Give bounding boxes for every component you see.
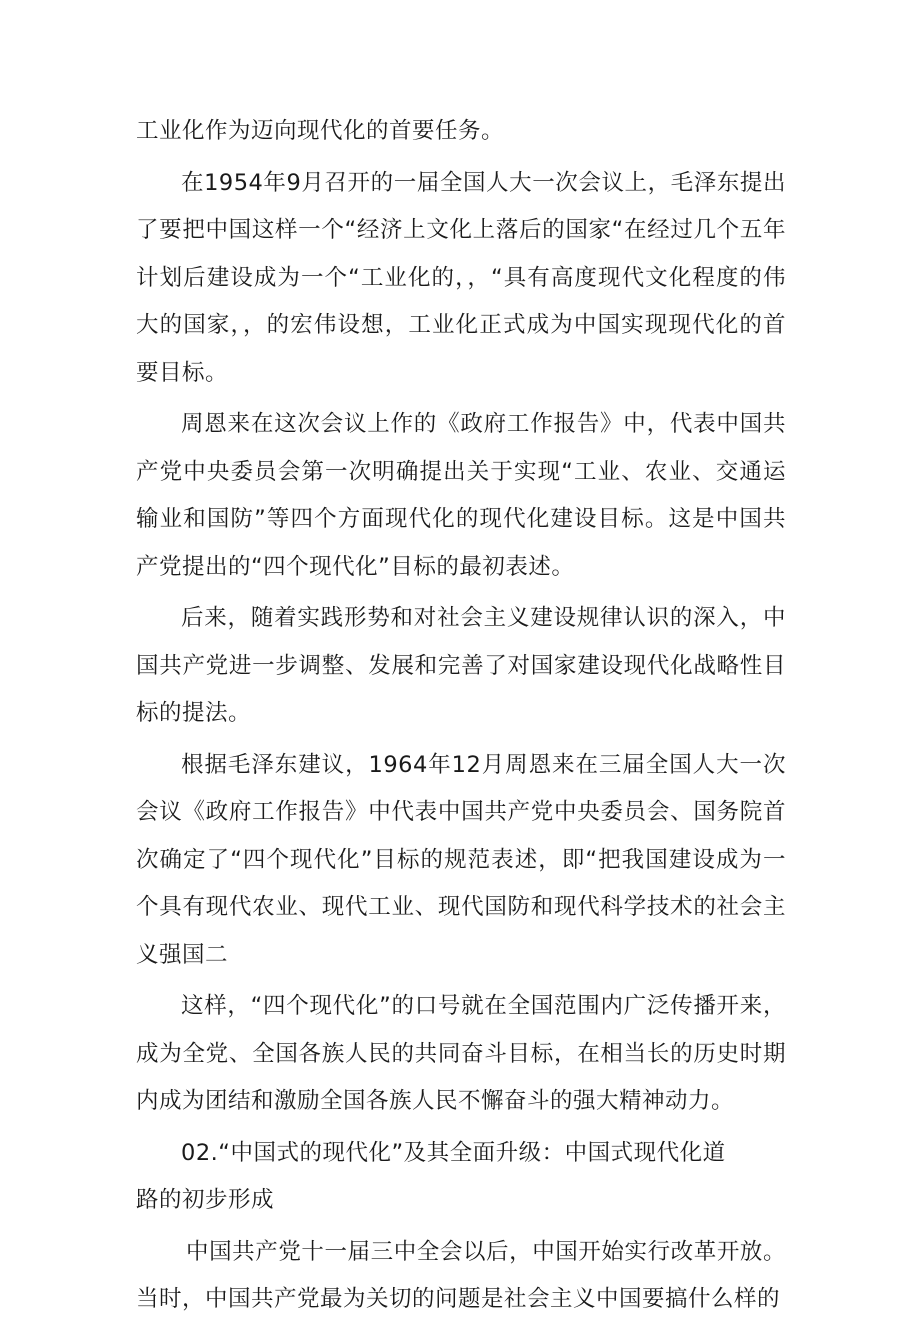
paragraph-later-adjustment: 后来，随着实践形势和对社会主义建设规律认识的深入，中国共产党进一步调整、发展和完善了对国家建设现代化战略性目标的提法。 xyxy=(136,605,786,726)
paragraph-1964-report: 根据毛泽东建议，1964年12月周恩来在三届全国人大一次会议《政府工作报告》中代表中国共产党中央委员会、国务院首次确定了“四个现代化”目标的规范表述，即“把我国建设成为一个具有现代农业、现代工业、现代国防和现代科学技术的社会主义强国二 xyxy=(136,751,786,968)
paragraph-government-report: 周恩来在这次会议上作的《政府工作报告》中，代表中国共产党中央委员会第一次明确提出关于实现“工业、农业、交通运输业和国防”等四个方面现代化的现代化建设目标。这是中国共产党提出的“四个现代化”目标的最初表述。 xyxy=(136,411,786,580)
section-heading: 02.“中国式的现代化”及其全面升级：中国式现代化道路的初步形成 xyxy=(136,1139,726,1213)
paragraph-reform-opening: 中国共产党十一届三中全会以后，中国开始实行改革开放。当时，中国共产党最为关切的问题是社会主义中国要搞什么样的 xyxy=(136,1238,786,1312)
document-body xyxy=(136,108,786,1328)
paragraph-four-modernizations-slogan: 这样，“四个现代化”的口号就在全国范围内广泛传播开来，成为全党、全国各族人民的共同奋斗目标，在相当长的历史时期内成为团结和激励全国各族人民不懈奋斗的强大精神动力。 xyxy=(136,993,786,1114)
paragraph-continuation: 工业化作为迈向现代化的首要任务。 xyxy=(136,118,505,144)
paragraph-1954-congress: 在1954年9月召开的一届全国人大一次会议上，毛泽东提出了要把中国这样一个“经济上文化上落后的国家“在经过几个五年计划后建设成为一个“工业化的，，“具有高度现代文化程度的伟大的国家，，的宏伟设想，工业化正式成为中国实现现代化的首要目标。 xyxy=(136,169,786,386)
